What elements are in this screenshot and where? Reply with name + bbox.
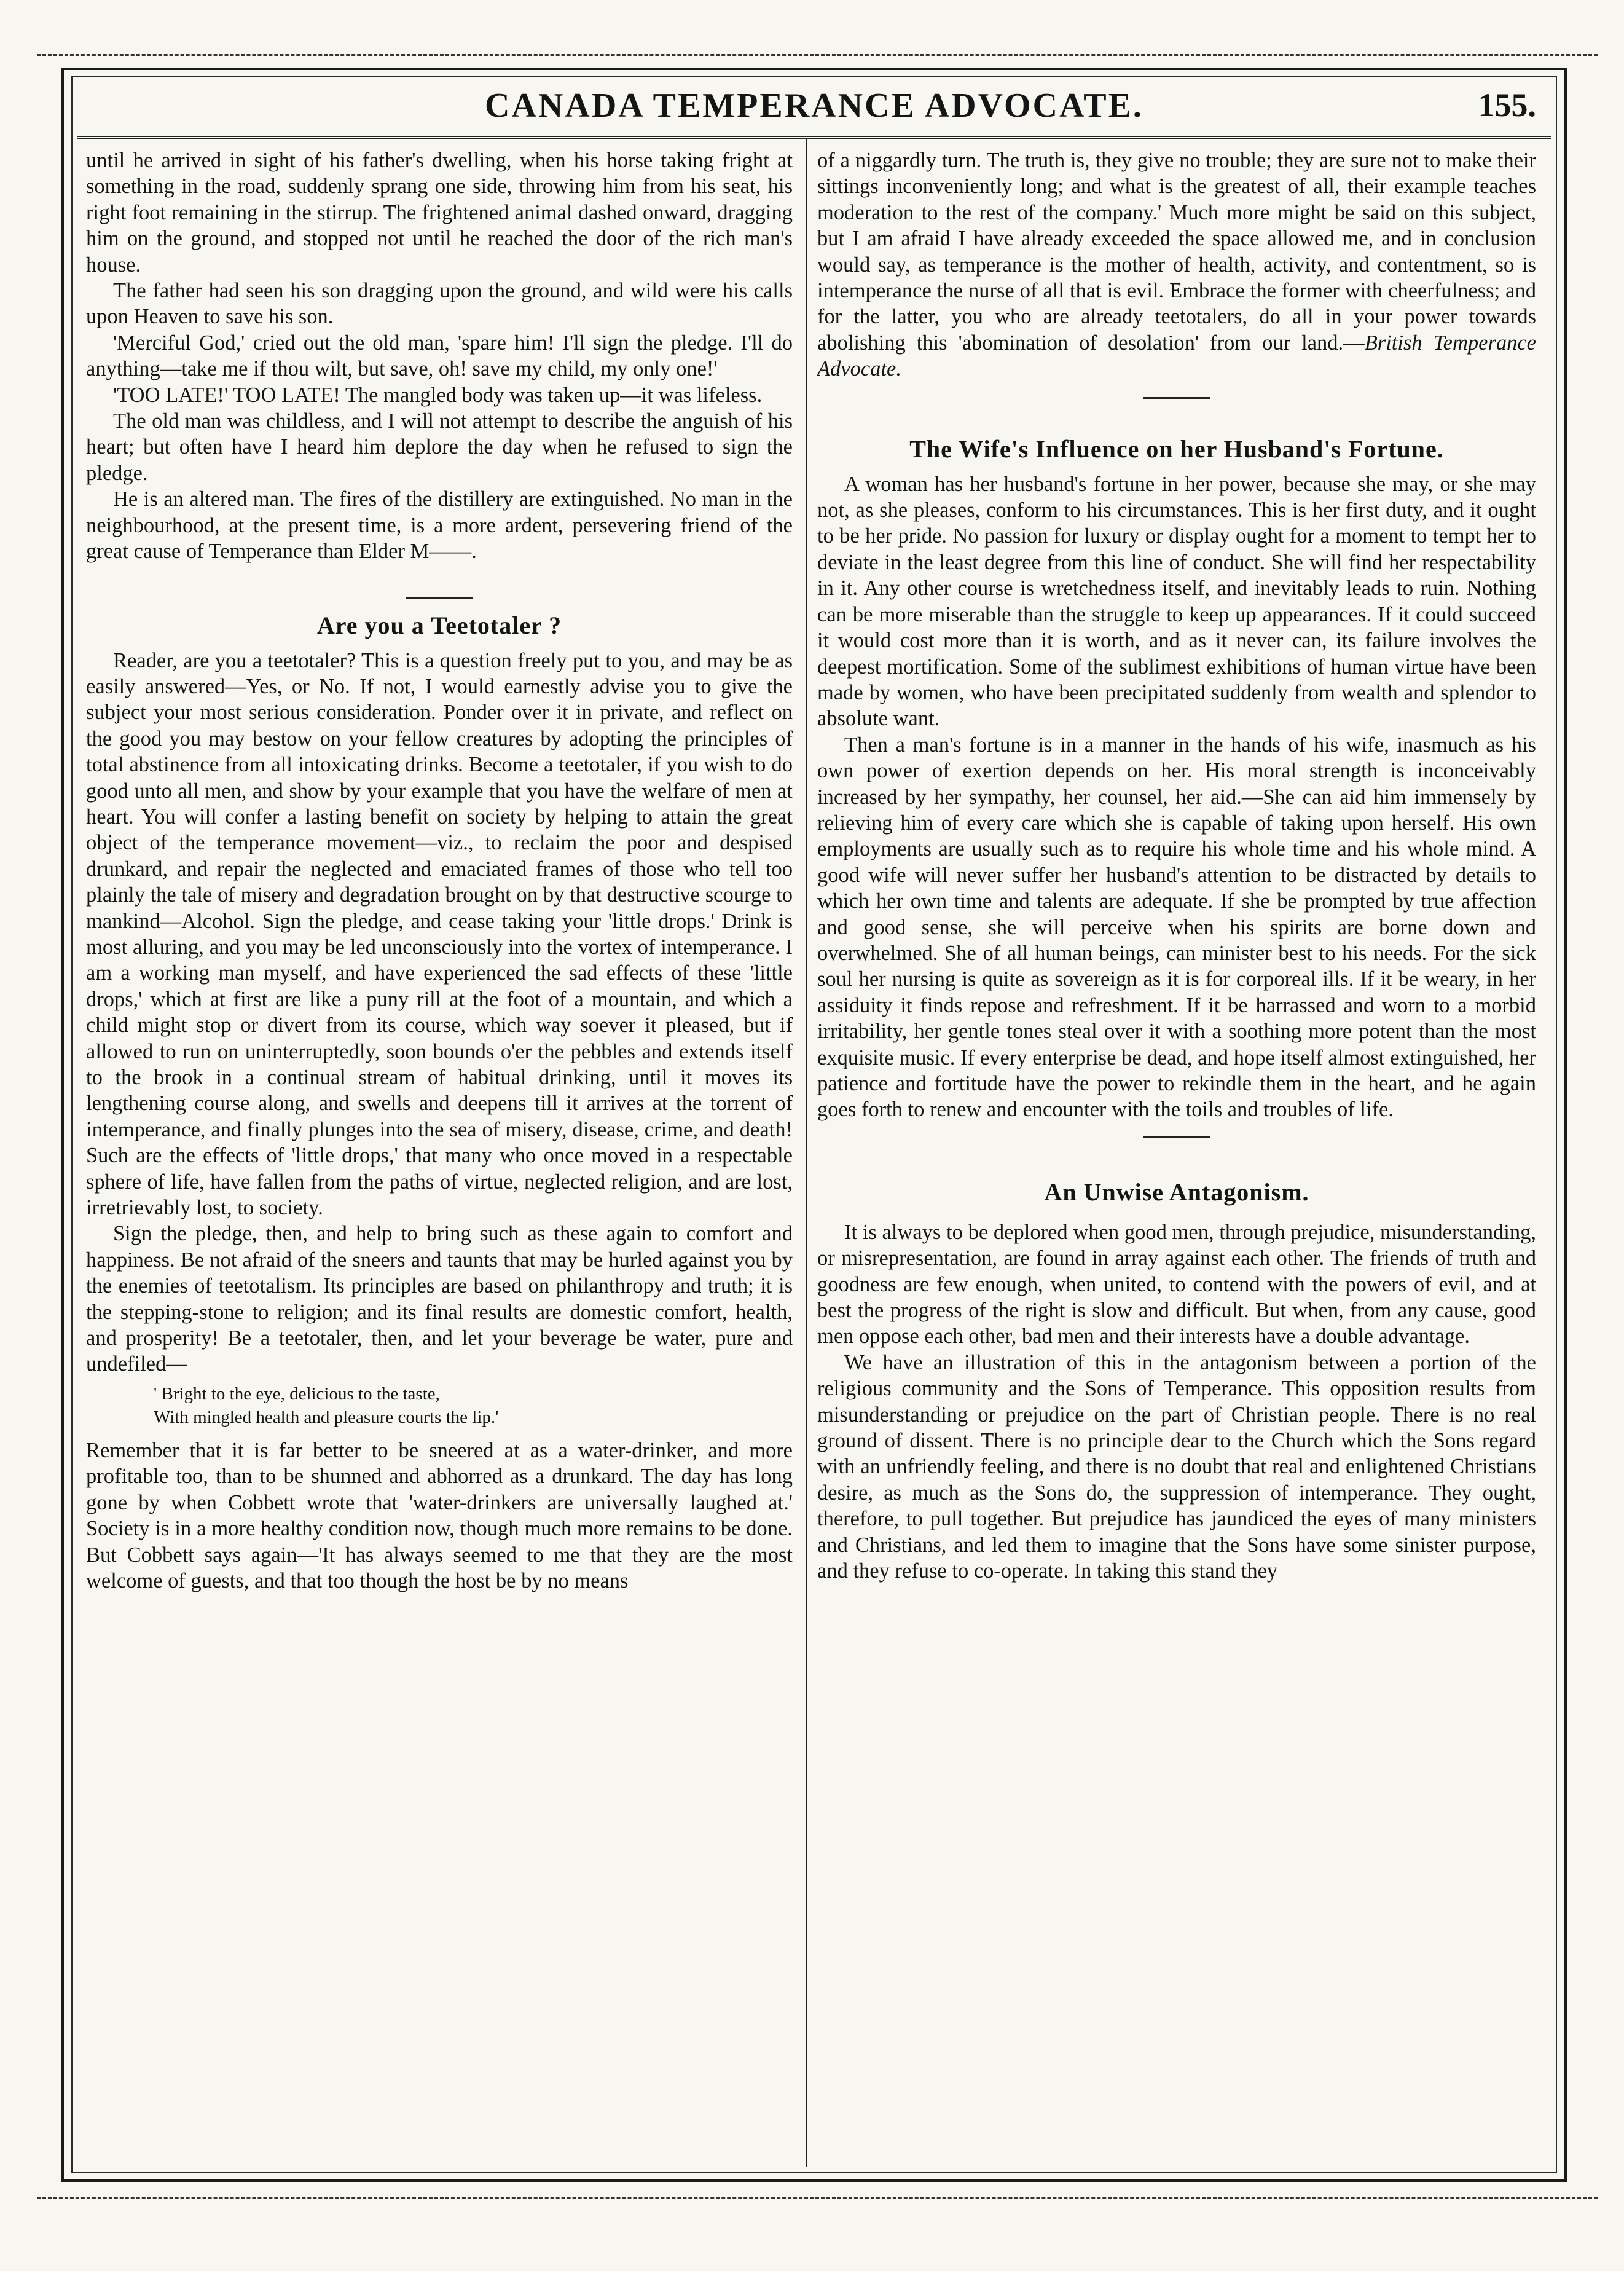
story-paragraph: until he arrived in sight of his father's dwelling, when his horse taking fright at something in the road, suddenly sprang one side, throwing him from his seat, his right foot remaining in the stirrup. The frightened animal dashed onward, dragging him on the ground, and stopped not until he reached the door of the rich man's house.	[86, 149, 793, 277]
story-paragraph: The old man was childless, and I will not attempt to describe the anguish of his heart; but often have I heard him deplore the day when he refused to sign the pledge.	[86, 409, 793, 485]
story-paragraph: 'TOO LATE!' TOO LATE! The mangled body was taken up—it was lifeless.	[113, 383, 763, 407]
continuation-text: of a niggardly turn. The truth is, they give no trouble; they are sure not to make their sittings inconveniently long; and what is the greatest of all, their example teaches moderation to the rest of the company.' Much more might be said on this subject, but I am afraid I have already exceeded the space allowed me, and in conclusion would say, as temperance is the mother of health, activity, and contentment, so is intemperance the nurse of all that is evil. Embrace the former with cheerfulness; and for the latter, you who are already teetotalers, do all in your power towards abolishing this 'abomination of desolation' from our land.—	[817, 149, 1536, 355]
column-divider	[806, 139, 807, 2167]
page-title: CANADA TEMPERANCE ADVOCATE.	[485, 87, 1143, 125]
article-heading-antagonism: An Unwise Antagonism.	[1044, 1178, 1309, 1206]
top-border-line	[37, 54, 1598, 56]
article-paragraph: We have an illustration of this in the antagonism between a portion of the religious community and the Sons of Temperance. This opposition results from misunderstanding or prejudice on the part of Christian people. There is no real ground of dissent. There is no principle dear to the Church which the Sons regard with an unfriendly feeling, and there is no doubt that real and enlightened Christians desire, as much as the Sons do, the suppression of intemperance. They ought, therefore, to pull together. But prejudice has jaundiced the eyes of many ministers and Christians, and led them to imagine that the Sons have some sinister purpose, and they refuse to co-operate. In taking this stand they	[817, 1350, 1536, 1583]
page-header	[80, 86, 1548, 135]
continuation-paragraph	[817, 148, 1536, 382]
story-paragraph: He is an altered man. The fires of the distillery are extinguished. No man in the neighbourhood, at the present time, is a more ardent, persevering friend of the great cause of Temperance than Elder M——.	[86, 487, 793, 564]
bottom-border-line	[37, 2197, 1598, 2199]
story-paragraph: 'Merciful God,' cried out the old man, 'spare him! I'll sign the pledge. I'll do anything—take me if thou wilt, but save, oh! save my child, my only one!'	[86, 331, 793, 381]
poem-line: With mingled health and pleasure courts the lip.'	[154, 1407, 499, 1427]
article-heading-teetotaler: Are you a Teetotaler ?	[316, 611, 562, 639]
header-rule	[77, 136, 1551, 139]
article-heading-wife: The Wife's Influence on her Husband's Fortune.	[909, 435, 1444, 463]
poem-line: ' Bright to the eye, delicious to the taste,	[154, 1383, 440, 1404]
article-paragraph: It is always to be deplored when good men, through prejudice, misunderstanding, or misrepresentation, are found in array against each other. The friends of truth and goodness are few enough, when united, to contend with the powers of evil, and at best the progress of the right is slow and difficult. But when, from any cause, good men oppose each other, bad men and their interests have a double advantage.	[817, 1220, 1536, 1348]
right-column	[817, 148, 1536, 2170]
article-paragraph: Remember that it is far better to be sneered at as a water-drinker, and more profitable too, than to be shunned and abhorred as a drunkard. The day has long gone by when Cobbett wrote that 'water-drinkers are universally laughed at.' Society is in a more healthy condition now, though much more remains to be done. But Cobbett says again—'It has always seemed to me that they are the most welcome of guests, and that too though the host be by no means	[86, 1438, 793, 1592]
source-attribution: British Temperance Advocate.	[817, 331, 1536, 381]
article-paragraph: A woman has her husband's fortune in her power, because she may, or she may not, as she pleases, conform to his circumstances. This is her first duty, and it ought to be her pride. No passion for luxury or display ought for a moment to tempt her to deviate in the least degree from this line of conduct. She will find her respectability in it. Any other course is wretchedness itself, and inevitably leads to ruin. Nothing can be more miserable than the struggle to keep up appearances. If it could succeed it would cost more than it is worth, and as it never can, its failure involves the deepest mortification. Some of the sublimest exhibitions of human virtue have been made by women, who have been precipitated suddenly from wealth and splendor to absolute want.	[817, 472, 1536, 731]
poem-quote	[86, 1382, 793, 1429]
article-paragraph: Then a man's fortune is in a manner in the hands of his wife, inasmuch as his own power of exertion depends on her. His moral strength is inconceivably increased by her sympathy, her counsel, her aid.—She can aid him immensely by relieving him of every care which she is capable of taking upon herself. His own employments are usually such as to require his whole time and his whole mind. A good wife will never suffer her husband's attention to be distracted by details to which her own time and talents are adequate. If she be prompted by true affection and good sense, she will perceive when his spirits are borne down and overwhelmed. She of all human beings, can minister best to his needs. For the sick soul her nursing is quite as sovereign as it is for corporeal ills. If it be weary, in her assiduity it finds repose and refreshment. If it be harrassed and worn to a morbid irritability, her gentle tones steal over it with a soothing more potent than the most exquisite music. If every enterprise be dead, and hope itself almost extinguished, her patience and fortitude have the power to rekindle them in the heart, and he again goes forth to renew and encounter with the toils and troubles of life.	[817, 733, 1536, 1122]
story-paragraph: The father had seen his son dragging upon the ground, and wild were his calls upon Heaven to save his son.	[86, 279, 793, 329]
article-paragraph: Reader, are you a teetotaler? This is a question freely put to you, and may be as easily answered—Yes, or No. If not, I would earnestly advise you to give the subject your most serious consideration. Ponder over it in private, and reflect on the good you may bestow on your fellow creatures by adopting the principles of total abstinence from all intoxicating drinks. Become a teetotaler, if you wish to do good unto all men, and show by your example that you have the welfare of men at heart. You will confer a lasting benefit on society by helping to attain the great object of the temperance movement—viz., to reclaim the poor and despised drunkard, and repair the neglected and emaciated frames of those who tell too plainly the tale of misery and degradation brought on by that destructive scourge to mankind—Alcohol. Sign the pledge, and cease taking your 'little drops.' Drink is most alluring, and you may be led unconsciously into the vortex of intemperance. I am a working man myself, and have experienced the sad effects of these 'little drops,' which at first are like a puny rill at the foot of a mountain, and which a child might stop or divert from its course, which way soever it pleased, but if allowed to run on uninterruptedly, soon bounds o'er the pebbles and extends itself to the brook in a continual stream of habitual drinking, until it moves its lengthening course along, and swells and deepens till it arrives at the torrent of intemperance, and finally plunges into the sea of misery, disease, crime, and death! Such are the effects of 'little drops,' that many who once moved in a respectable sphere of life, have fallen from the paths of virtue, neglected religion, and are lost, irretrievably lost, to society.	[86, 648, 793, 1220]
page-number: 155.	[1478, 87, 1536, 124]
article-paragraph: Sign the pledge, then, and help to bring such as these again to comfort and happiness. Be not afraid of the sneers and taunts that may be hurled against you by the enemies of teetotalism. Its principles are based on philanthropy and truth; it is the stepping-stone to religion; and its final results are domestic comfort, health, and prosperity! Be a teetotaler, then, and let your beverage be water, pure and undefiled—	[86, 1222, 793, 1376]
left-column	[86, 148, 793, 2170]
